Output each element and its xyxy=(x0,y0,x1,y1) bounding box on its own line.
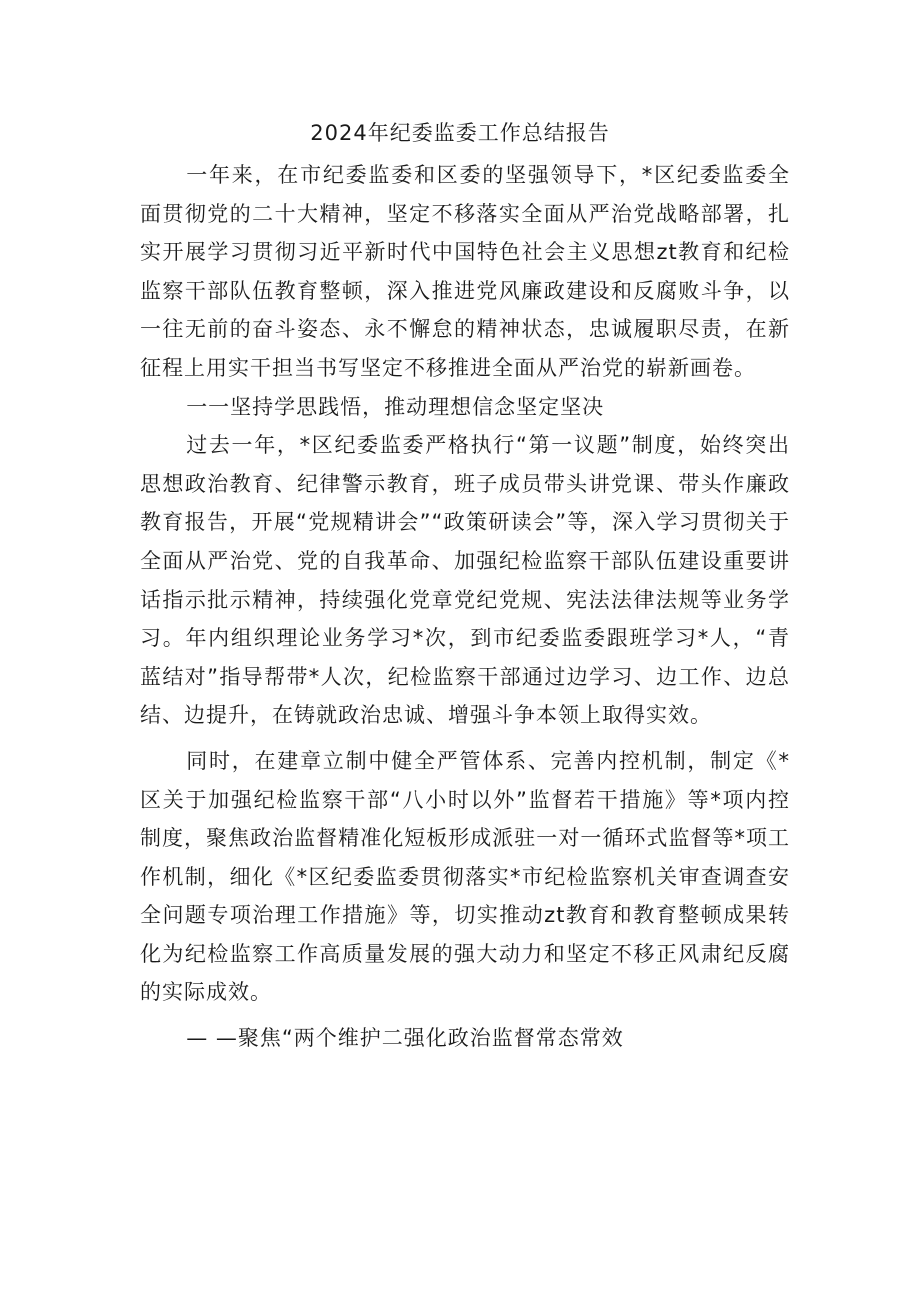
document-title: 2024年纪委监委工作总结报告 xyxy=(310,121,610,145)
document-body xyxy=(140,156,790,1058)
paragraph-intro: 一年来，在市纪委监委和区委的坚强领导下，*区纪委监委全面贯彻党的二十大精神，坚定不移落实全面从严治党战略部署，扎实开展学习贯彻习近平新时代中国特色社会主义思想zt教育和纪检监察干部队伍教育整顿，深入推进党风廉政建设和反腐败斗争，以一往无前的奋斗姿态、永不懈怠的精神状态，忠诚履职尽责，在新征程上用实干担当书写坚定不移推进全面从严治党的崭新画卷。 xyxy=(140,163,790,380)
paragraph-gap xyxy=(140,735,790,742)
paragraph-study: 过去一年，*区纪委监委严格执行“第一议题”制度，始终突出思想政治教育、纪律警示教育，班子成员带头讲党课、带头作廉政教育报告，开展“党规精讲会”“政策研读会”等，深入学习贯彻关于全面从严治党、党的自我革命、加强纪检监察干部队伍建设重要讲话指示批示精神，持续强化党章党纪党规、宪法法律法规等业务学习。年内组织理论业务学习*次，到市纪委监委跟班学习*人，“青蓝结对”指导帮带*人次，纪检监察干部通过边学习、边工作、边总结、边提升，在铸就政治忠诚、增强斗争本领上取得实效。 xyxy=(140,433,790,728)
section-heading-study: 一一坚持学思践悟，推动理想信念坚定坚决 xyxy=(186,394,605,419)
section-heading-supervision: — —聚焦“两个维护二强化政治监督常态常效 xyxy=(186,1026,624,1051)
paragraph-gap xyxy=(140,1012,790,1019)
paragraph-system: 同时，在建章立制中健全严管体系、完善内控机制，制定《*区关于加强纪检监察干部“八小时以外”监督若干措施》等*项内控制度，聚焦政治监督精准化短板形成派驻一对一循环式监督等*项工作机制，细化《*区纪委监委贯彻落实*市纪检监察机关审查调查安全问题专项治理工作措施》等，切实推动zt教育和教育整顿成果转化为纪检监察工作高质量发展的强大动力和坚定不移正风肃纪反腐的实际成效。 xyxy=(140,748,790,1005)
